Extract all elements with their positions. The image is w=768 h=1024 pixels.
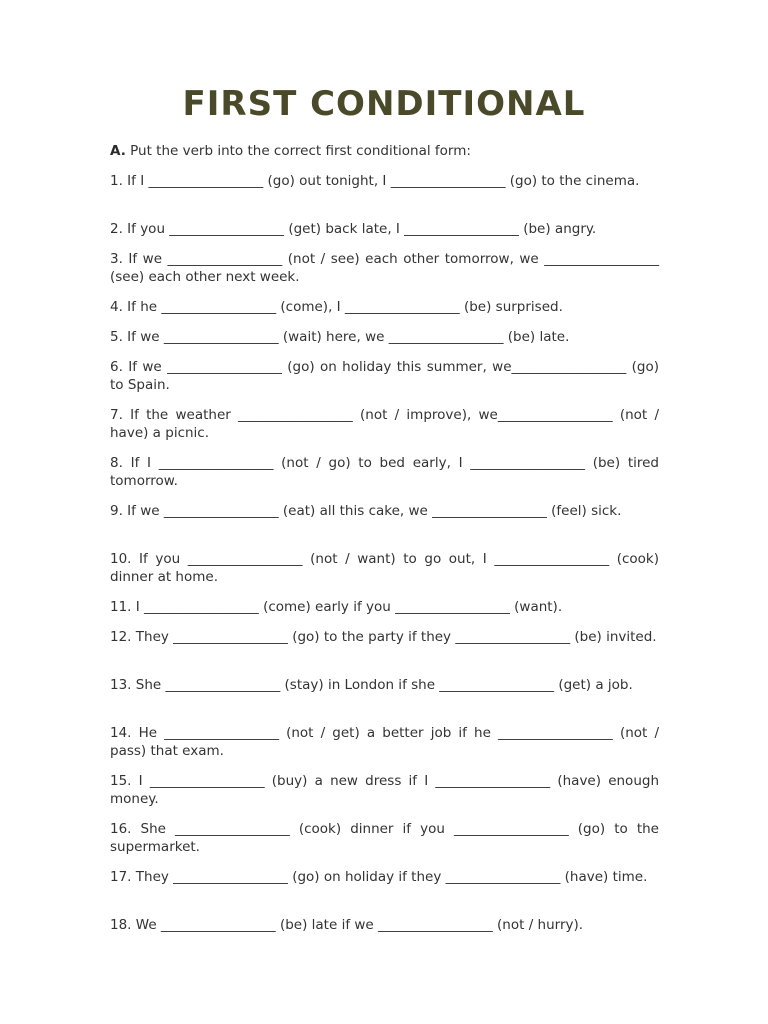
exercise-item-2: 2. If you _________________ (get) back late, I _________________ (be) angry. xyxy=(110,221,597,237)
instruction xyxy=(110,142,659,160)
exercise-item-14: 14. He _________________ (not / get) a better job if he _________________ (not / pass) that exam. xyxy=(110,725,659,759)
exercise-item-10: 10. If you _________________ (not / want) to go out, I _________________ (cook) dinner at home. xyxy=(110,551,659,585)
exercise-item-15: 15. I _________________ (buy) a new dress if I _________________ (have) enough money. xyxy=(110,773,659,807)
page-title: FIRST CONDITIONAL xyxy=(182,84,586,124)
exercise-item-17: 17. They _________________ (go) on holiday if they _________________ (have) time. xyxy=(110,869,648,885)
exercise-item-9: 9. If we _________________ (eat) all this cake, we _________________ (feel) sick. xyxy=(110,503,622,519)
exercise-item-8: 8. If I _________________ (not / go) to bed early, I _________________ (be) tired tomorrow. xyxy=(110,455,659,489)
exercise-item-4: 4. If he _________________ (come), I _________________ (be) surprised. xyxy=(110,299,563,315)
exercise-item-18: 18. We _________________ (be) late if we _________________ (not / hurry). xyxy=(110,917,584,933)
exercise-item-12: 12. They _________________ (go) to the party if they _________________ (be) invited. xyxy=(110,629,657,645)
exercise-item-16: 16. She _________________ (cook) dinner if you _________________ (go) to the supermarket. xyxy=(110,821,659,855)
section-letter: A. xyxy=(110,143,126,159)
exercise-item-13: 13. She _________________ (stay) in London if she _________________ (get) a job. xyxy=(110,677,633,693)
exercise-item-5: 5. If we _________________ (wait) here, we _________________ (be) late. xyxy=(110,329,570,345)
exercise-item-7: 7. If the weather _________________ (not / improve), we_________________ (not / have) a picnic. xyxy=(110,407,659,441)
exercise-item-11: 11. I _________________ (come) early if you _________________ (want). xyxy=(110,599,563,615)
exercise-item-1: 1. If I _________________ (go) out tonight, I _________________ (go) to the cinema. xyxy=(110,173,640,189)
exercise-item-6: 6. If we _________________ (go) on holiday this summer, we_________________ (go) to Spain. xyxy=(110,359,659,393)
exercise-item-3: 3. If we _________________ (not / see) each other tomorrow, we _________________ (see) each other next week. xyxy=(110,251,659,285)
instruction-text: Put the verb into the correct first conditional form: xyxy=(125,143,471,159)
